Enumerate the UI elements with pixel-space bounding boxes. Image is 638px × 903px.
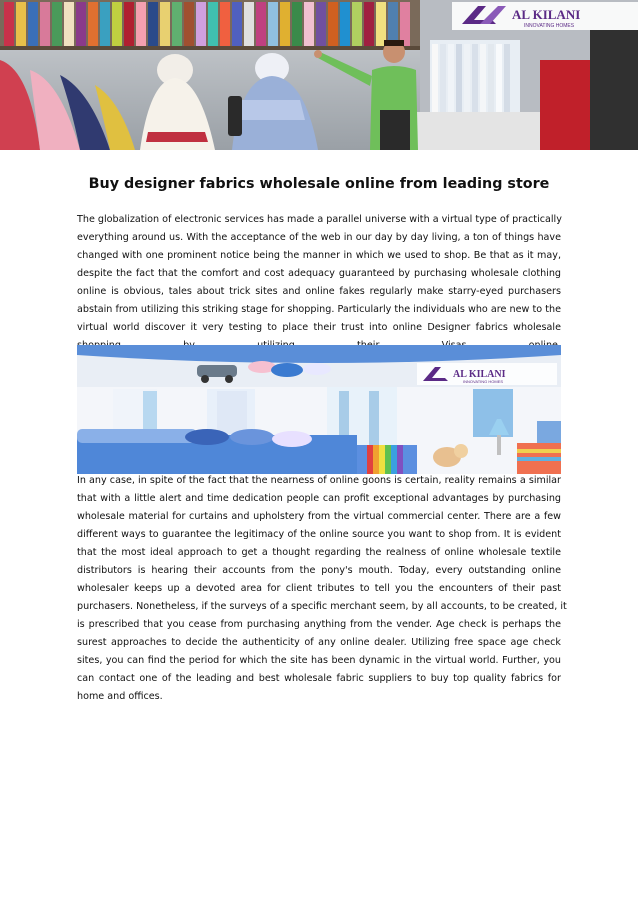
inline-logo-tagline: INNOVATING HOMES bbox=[463, 379, 504, 384]
paragraph-line: distributors is hearing their accounts from the pony's mouth. Today, every outstanding online bbox=[77, 565, 561, 576]
kids-room-illustration bbox=[77, 345, 561, 474]
paragraph-line: surest approaches to decide the authenticity of any online dealer. Utilizing free space age check bbox=[77, 637, 561, 648]
paragraph-line: In any case, in spite of the fact that the nearness of online goons is certain, reality remains a similar bbox=[77, 475, 561, 486]
paragraph-line: different ways to guarantee the legitimacy of the online source you want to shop from. It is evident bbox=[77, 529, 561, 540]
paragraph-line: wholesale material for curtains and upholstery from the virtual commercial center. There are a few bbox=[77, 511, 561, 522]
paragraph-line: online is obvious, tales about trick sites and online fakes regularly make starry-eyed purchasers bbox=[77, 286, 561, 297]
paragraph-line: sites, you can find the period for which the site has been dynamic in the virtual world. Further, you bbox=[77, 655, 561, 666]
paragraph-line: that the most ideal approach to get a thought regarding the realness of online wholesale textile bbox=[77, 547, 561, 558]
hero-photo-fabric-store bbox=[0, 0, 638, 150]
inline-al-kilani-logo bbox=[417, 363, 557, 385]
paragraph-line: purchasers. Nonetheless, if the surveys of a specific merchant seem, by all accounts, to be created, it bbox=[77, 601, 567, 612]
paragraph-line: despite the fact that the comfort and cost adequacy guaranteed by purchasing wholesale clothing bbox=[77, 268, 561, 279]
paragraph-line: wholesaler keeps up a devoted area for client tributes to tell you the encounters of their past bbox=[77, 583, 561, 594]
paragraph-line: The globalization of electronic services has made a parallel universe with a virtual type of practically bbox=[77, 214, 562, 225]
hero-logo-tagline: INNOVATING HOMES bbox=[524, 23, 575, 29]
paragraph-line: can contact one of the leading and best wholesale fabric suppliers to buy top quality fabrics for bbox=[77, 673, 561, 684]
paragraph-line: abstain from utilizing this striking stage for shopping. Particularly the individuals who are new to the bbox=[77, 304, 561, 315]
paragraph-line: everything around us. With the acceptance of the web in our day by day living, a ton of things have bbox=[77, 232, 561, 243]
paragraph-line: virtual world discover it very testing to place their trust into online Designer fabrics wholesale bbox=[77, 322, 561, 333]
al-kilani-logo bbox=[452, 2, 638, 30]
hero-logo-brand: AL KILANI bbox=[512, 7, 581, 22]
inline-photo-kids-room bbox=[77, 345, 561, 474]
paragraph-line: changed with one prominent notice being the manner in which we used to shop. Be that as it may, bbox=[77, 250, 561, 261]
fabric-shelves bbox=[0, 0, 420, 50]
paragraph-line: that with a little alert and time dedication people can profit exceptional advantages by purchasing bbox=[77, 493, 561, 504]
paragraph-2 bbox=[77, 472, 567, 706]
paragraph-line: home and offices. bbox=[77, 691, 163, 702]
article-title: Buy designer fabrics wholesale online from leading store bbox=[88, 176, 550, 192]
paragraph-1 bbox=[77, 211, 561, 355]
fabric-store-illustration bbox=[0, 0, 638, 150]
inline-logo-brand: AL KILANI bbox=[453, 369, 506, 380]
paragraph-line: is prescribed that you cease from purchasing anything from the vender. Age check is perhaps the bbox=[77, 619, 561, 630]
